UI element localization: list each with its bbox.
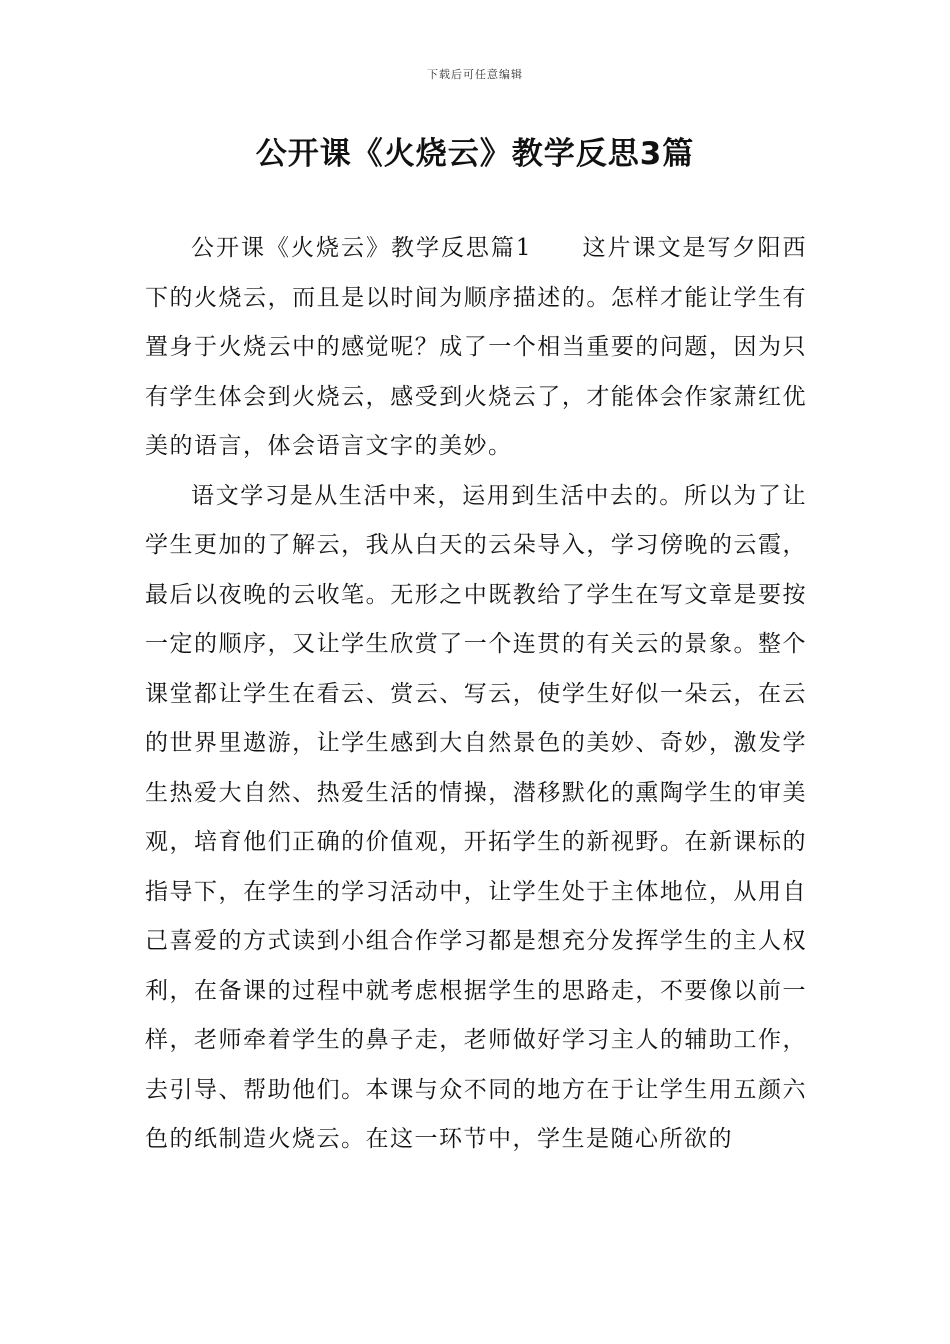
document-title: 公开课《火烧云》教学反思3篇	[255, 136, 695, 172]
paragraph-1: 公开课《火烧云》教学反思篇1 这片课文是写夕阳西下的火烧云，而且是以时间为顺序描述的。怎样才能让学生有置身于火烧云中的感觉呢？成了一个相当重要的问题，因为只有学生体会到火烧云，感受到火烧云了，才能体会作家萧红优美的语言，体会语言文字的美妙。	[145, 235, 807, 459]
paragraph-2: 语文学习是从生活中来，运用到生活中去的。所以为了让学生更加的了解云，我从白天的云朵导入，学习傍晚的云霞，最后以夜晚的云收笔。无形之中既教给了学生在写文章是要按一定的顺序，又让学生欣赏了一个连贯的有关云的景象。整个课堂都让学生在看云、赏云、写云，使学生好似一朵云，在云的世界里遨游，让学生感到大自然景色的美妙、奇妙，激发学生热爱大自然、热爱生活的情操，潜移默化的熏陶学生的审美观，培育他们正确的价值观，开拓学生的新视野。在新课标的指导下，在学生的学习活动中，让学生处于主体地位，从用自己喜爱的方式读到小组合作学习都是想充分发挥学生的主人权利，在备课的过程中就考虑根据学生的思路走，不要像以前一样，老师牵着学生的鼻子走，老师做好学习主人的辅助工作，去引导、帮助他们。本课与众不同的地方在于让学生用五颜六色的纸制造火烧云。在这一环节中，学生是随心所欲的	[145, 482, 807, 1152]
header-note: 下载后可任意编辑	[427, 68, 523, 81]
document-body	[145, 224, 807, 1165]
